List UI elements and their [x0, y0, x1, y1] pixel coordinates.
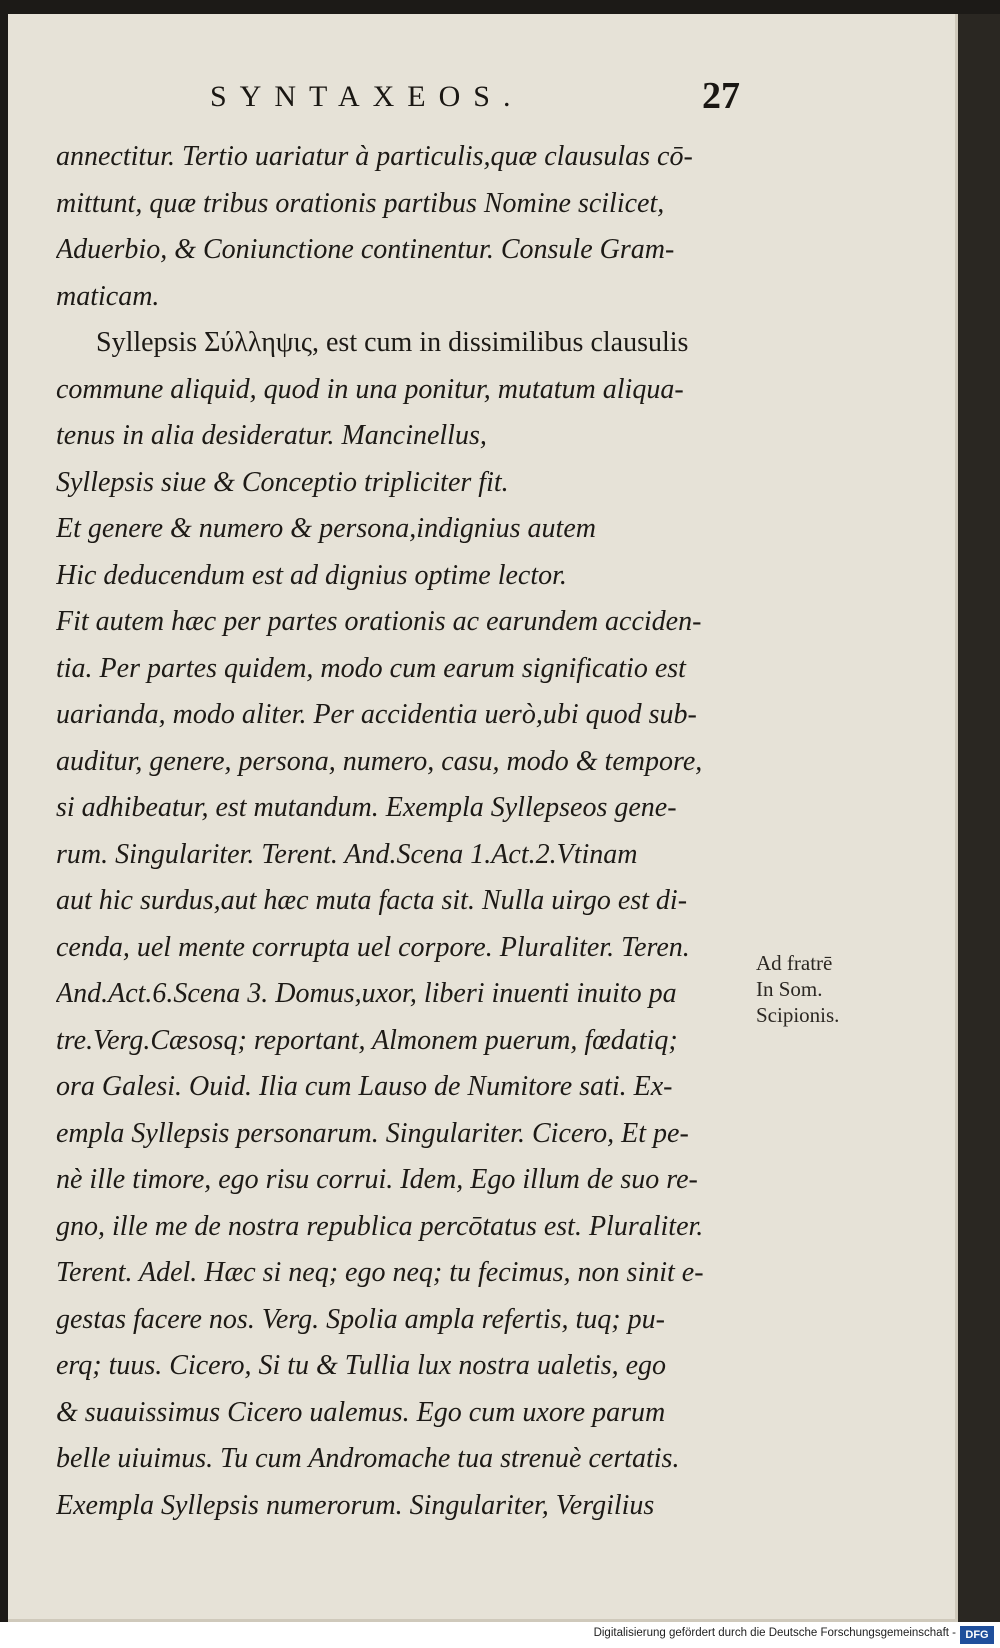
text-line: aut hic surdus,aut hæc muta facta sit. Nulla uirgo est di-: [56, 885, 688, 916]
page-number: 27: [702, 75, 740, 117]
text-line: rum. Singulariter. Terent. And.Scena 1.Act.2.Vtinam: [56, 838, 638, 870]
text-line: tenus in alia desideratur. Mancinellus,: [56, 420, 487, 451]
running-head-title: SYNTAXEOS.: [210, 80, 524, 113]
text-line: Syllepsis siue & Conceptio tripliciter fit.: [56, 466, 509, 498]
text-line: empla Syllepsis personarum. Singulariter. Cicero, Et pe-: [56, 1117, 689, 1149]
text-line: Hic deducendum est ad dignius optime lector.: [56, 559, 567, 591]
text-line-paragraph-start: Syllepsis Σύλληψις, est cum in dissimilibus clausulis: [96, 327, 689, 358]
text-line: commune aliquid, quod in una ponitur, mutatum aliqua-: [56, 373, 684, 405]
text-line: gno, ille me de nostra republica percōtatus est. Pluraliter.: [56, 1210, 704, 1242]
text-line: maticam.: [56, 280, 160, 312]
margin-note-line: Ad fratrē: [756, 951, 833, 975]
text-line: & suauissimus Cicero ualemus. Ego cum uxore parum: [56, 1396, 666, 1428]
margin-note-line: In Som.: [756, 977, 823, 1001]
text-line: And.Act.6.Scena 3. Domus,uxor, liberi inuenti inuito pa: [56, 978, 677, 1009]
text-line: ora Galesi. Ouid. Ilia cum Lauso de Numitore sati. Ex-: [56, 1071, 673, 1102]
margin-note-line: Scipionis.: [756, 1003, 840, 1027]
running-head: [210, 75, 760, 130]
footer-bar: [0, 1622, 1000, 1648]
text-line: tre.Verg.Cæsosq; reportant, Almonem puerum, fœdatiq;: [56, 1024, 678, 1056]
funding-credit: Digitalisierung gefördert durch die Deutsche Forschungsgemeinschaft -: [593, 1627, 956, 1639]
text-line: Aduerbio, & Coniunctione continentur. Consule Gram-: [56, 234, 675, 265]
text-line: auditur, genere, persona, numero, casu, modo & tempore,: [56, 745, 703, 777]
text-line: Terent. Adel. Hæc si neq; ego neq; tu fecimus, non sinit e-: [56, 1257, 704, 1288]
text-line: cenda, uel mente corrupta uel corpore. Pluraliter. Teren.: [56, 931, 690, 963]
text-line: erq; tuus. Cicero, Si tu & Tullia lux nostra ualetis, ego: [56, 1350, 667, 1381]
dfg-logo: DFG: [960, 1626, 994, 1644]
text-line: tia. Per partes quidem, modo cum earum significatio est: [56, 652, 686, 684]
text-line: Fit autem hæc per partes orationis ac earundem acciden-: [56, 606, 702, 637]
text-line: gestas facere nos. Verg. Spolia ampla refertis, tuq; pu-: [56, 1303, 665, 1335]
text-line: uarianda, modo aliter. Per accidentia uerò,ubi quod sub-: [56, 699, 697, 730]
text-line: belle uiuimus. Tu cum Andromache tua strenuè certatis.: [56, 1443, 680, 1474]
text-line: Exempla Syllepsis numerorum. Singulariter, Vergilius: [56, 1489, 655, 1521]
text-line: Et genere & numero & persona,indignius autem: [56, 513, 596, 544]
text-line: si adhibeatur, est mutandum. Exempla Syllepseos gene-: [56, 792, 677, 823]
text-line: nè ille timore, ego risu corrui. Idem, Ego illum de suo re-: [56, 1164, 698, 1195]
margin-note: [756, 950, 906, 1028]
page-edge-shadow: [958, 14, 1000, 1622]
text-line: annectitur. Tertio uariatur à particulis,quæ clausulas cō-: [56, 141, 693, 172]
body-text: [56, 134, 746, 1529]
text-line: mittunt, quæ tribus orationis partibus Nomine scilicet,: [56, 187, 665, 219]
